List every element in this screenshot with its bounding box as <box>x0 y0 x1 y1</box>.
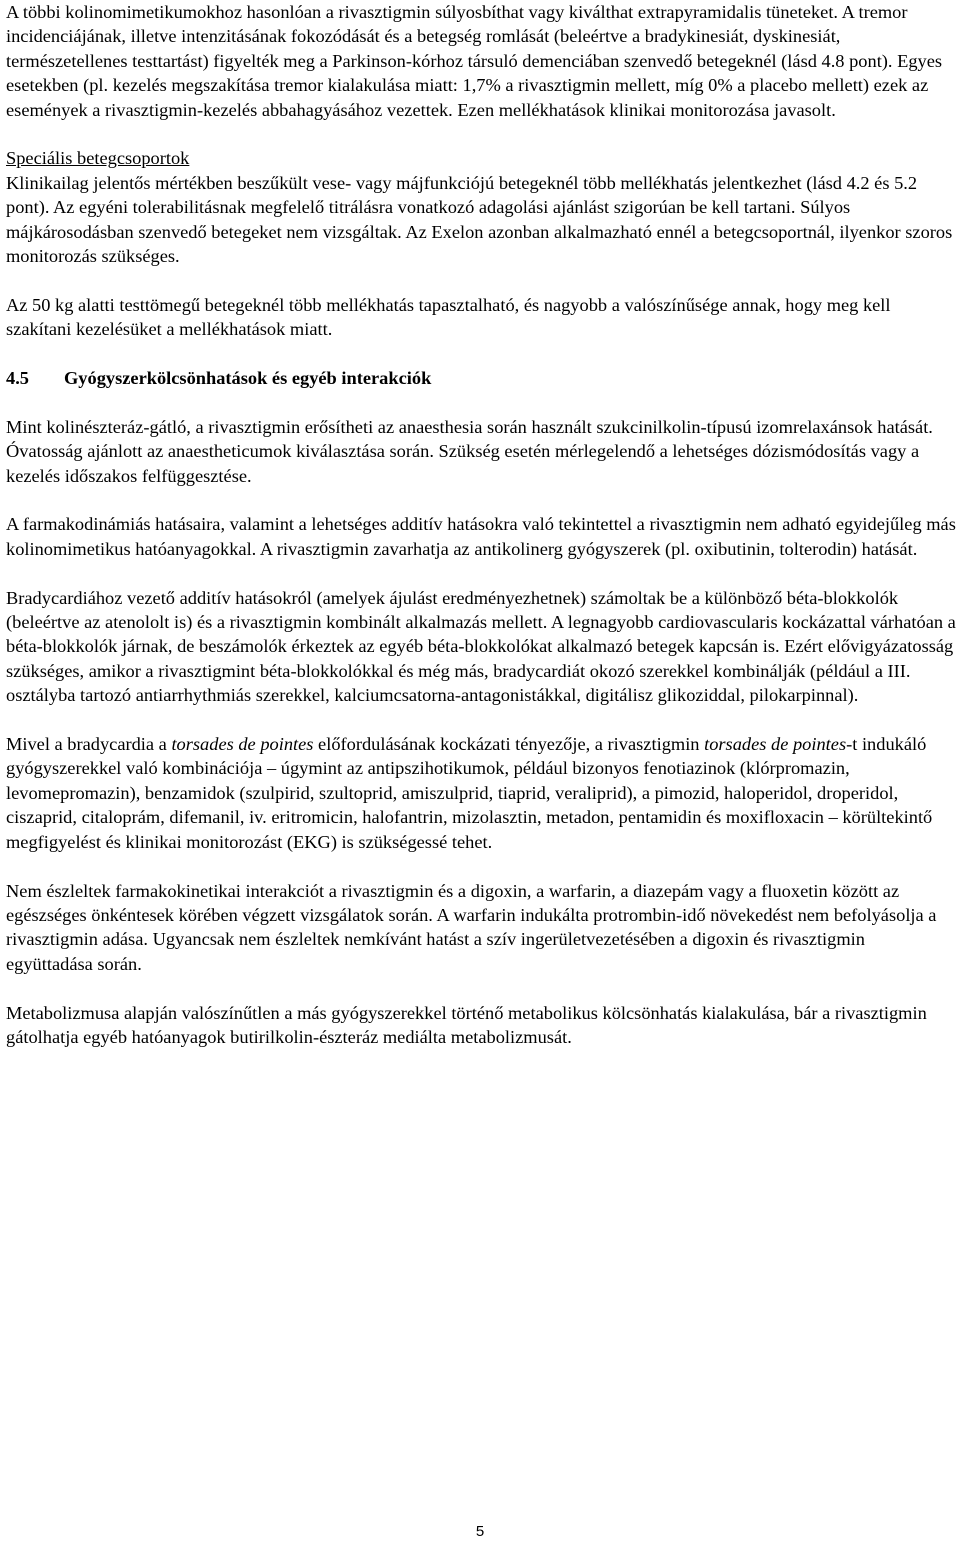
subheading-special-populations: Speciális betegcsoportok <box>6 148 190 169</box>
section-title: Gyógyszerkölcsönhatások és egyéb interakciók <box>64 368 432 389</box>
italic-term: torsades de pointes <box>704 734 847 755</box>
paragraph-extrapyramidal: A többi kolinomimetikumokhoz hasonlóan a rivasztigmin súlyosbíthat vagy kiválthat extrapyramidalis tüneteket. A tremor incidenciájának, illetve intenzitásának fokozódását és a betegség romlását (beleértve a bradykinesiát, dyskinesiát, természetellenes testtartást) figyelték meg a Parkinson-kórhoz társuló demenciában szenvedő betegeknél (lásd 4.8 pont). Egyes esetekben (pl. kezelés megszakítása tremor kialakulása miatt: 1,7% a rivasztigmin mellett, míg 0% a placebo mellett) ezek az események a rivasztigmin-kezelés abbahagyásához vezettek. Ezen mellékhatások klinikai monitorozása javasolt. <box>6 2 943 120</box>
text-segment: előfordulásának kockázati tényezője, a rivasztigmin <box>313 734 705 755</box>
paragraph-body-weight: Az 50 kg alatti testtömegű betegeknél több mellékhatás tapasztalható, és nagyobb a valószínűsége annak, hogy meg kell szakítani kezelésüket a mellékhatások miatt. <box>6 294 891 340</box>
paragraph-pharmacokinetic: Nem észleltek farmakokinetikai interakciót a rivasztigmin és a digoxin, a warfarin, a diazepám vagy a fluoxetin között az egészséges önkéntesek körében végzett vizsgálatok során. A warfarin indukálta protrombin-idő növekedést nem befolyásolja a rivasztigmin adása. Ugyancsak nem észleltek nemkívánt hatást a szív ingerületvezetésében a digoxin és rivasztigmin együttadása során. <box>6 880 937 974</box>
text-segment: Mivel a bradycardia a <box>6 734 172 755</box>
paragraph-bradycardia: Bradycardiához vezető additív hatásokról (amelyek ájulást eredményezhetnek) számoltak be a különböző béta-blokkolók (beleértve az atenololt is) és a rivasztigmin kombinált alkalmazás mellett. A legnagyobb cardiovascularis kockázattal várhatóan a béta-blokkolók járnak, de beszámolók érkeztek az egyéb béta-blokkolókat alkalmazó betegek kapcsán is. Ezért elővigyázatosság szükséges, amikor a rivasztigmint béta-blokkolókkal és még más, bradycardiát okozó szerekkel kombinálják (például a III. osztályba tartozó antiarrhythmiás szerekkel, kalciumcsatorna-antagonistákkal, digitálisz glikoziddal, pilokarpinnal). <box>6 587 956 706</box>
document-page <box>6 0 956 1049</box>
paragraph-pharmacodynamic: A farmakodinámiás hatásaira, valamint a lehetséges additív hatásokra való tekintettel a rivasztigmin nem adható egyidejűleg más kolinomimetikus hatóanyagokkal. A rivasztigmin zavarhatja az antikolinerg gyógyszerek (pl. oxibutinin, tolterodin) hatását. <box>6 514 956 559</box>
paragraph-renal-hepatic: Klinikailag jelentős mértékben beszűkült vese- vagy májfunkciójú betegeknél több mellékhatás jelentkezhet (lásd 4.2 és 5.2 pont). Az egyéni tolerabilitásnak megfelelő titrálásra vonatkozó adagolási ajánlást szigorúan be kell tartani. Súlyos májkárosodásban szenvedő betegeket nem vizsgáltak. Az Exelon azonban alkalmazható ennél a betegcsoportnál, ilyenkor szoros monitorozás szükséges. <box>6 172 953 267</box>
paragraph-anaesthesia: Mint kolinészteráz-gátló, a rivasztigmin erősítheti az anaesthesia során használt szukcinilkolin-típusú izomrelaxánsok hatását. Óvatosság ajánlott az anaestheticumok kiválasztása során. Szükség esetén mérlegelendő a lehetséges dózismódosítás vagy a kezelés időszakos felfüggesztése. <box>6 416 933 486</box>
section-number: 4.5 <box>6 368 29 389</box>
paragraph-metabolism: Metabolizmusa alapján valószínűtlen a más gyógyszerekkel történő metabolikus kölcsönhatás kialakulása, bár a rivasztigmin gátolhatja egyéb hatóanyagok butirilkolin-észteráz mediálta metabolizmusát. <box>6 1002 927 1047</box>
section-heading <box>6 366 956 390</box>
page-number: 5 <box>475 1523 485 1540</box>
text-segment: -t indukáló gyógyszerekkel való kombinációja – úgymint az antipszihotikumok, például bizonyos fenotiazinok (klórpromazin, levomepromazin), benzamidok (szulpirid, szultoprid, amiszulprid, tiaprid, veraliprid), a pimozid, haloperidol, droperidol, ciszaprid, citaloprám, difemanil, iv. eritromicin, halofantrin, mizolasztin, metadon, pentamidin és moxifloxacin – körültekintő megfigyelést és klinikai monitorozást (EKG) is szükségessé tehet. <box>6 734 933 852</box>
italic-term: torsades de pointes <box>171 734 314 755</box>
paragraph-torsades <box>6 732 956 854</box>
